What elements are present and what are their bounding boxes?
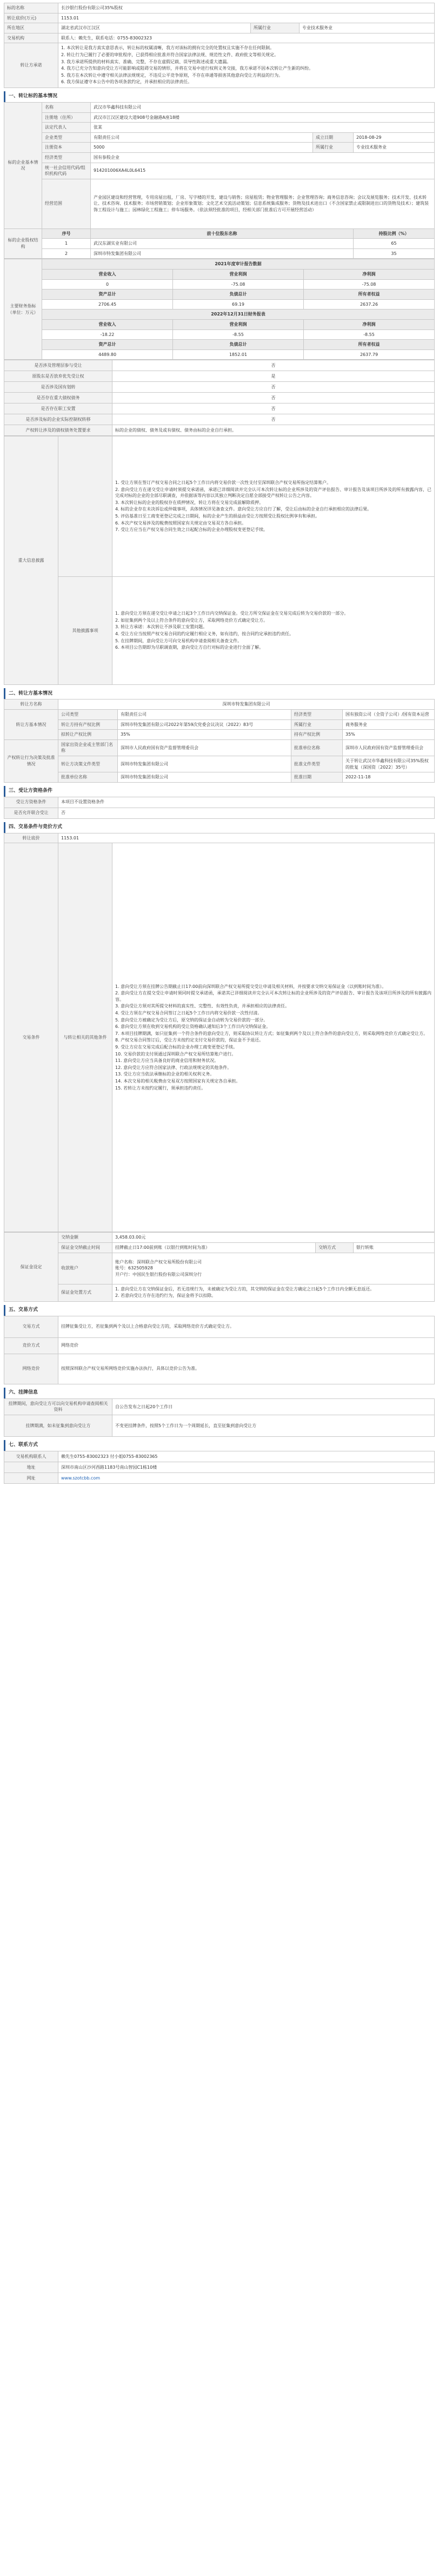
- disclosure-label: 重大信息披露: [4, 436, 58, 685]
- rp-value: 4489.80: [42, 349, 173, 360]
- holders-head: 序号: [42, 228, 91, 239]
- terms-table: [4, 833, 435, 1233]
- row-label: 转让底价: [4, 833, 58, 843]
- legal-rep: 张某: [91, 123, 435, 133]
- rp-title: 2022年12月31日财务报表: [42, 310, 435, 320]
- flag-value: 否: [112, 393, 435, 403]
- commitment-item: 4. 我方已充分告知意向受让方可能影响或阻碍交易的情形，并将在交易中进行权利义务交接，我方承诺不因本次转让产生新的纠纷。: [61, 66, 314, 71]
- disclosure-item: 6. 本次产权交易涉及的税费按照国家有关规定由交易双方各自承担。: [115, 520, 247, 526]
- row-label: 是否允许联合受让: [4, 808, 58, 818]
- row-label: 所属行业: [251, 23, 300, 33]
- fy-title: 2021年度审计报告数据: [42, 259, 435, 270]
- qualification-table: [4, 797, 435, 819]
- holder-no: 1: [42, 239, 91, 249]
- row-value: 深圳市特发集团有限公司: [118, 756, 291, 772]
- row-value: 35%: [343, 730, 435, 740]
- company-address: 武汉市江汉区建设大道908号金融港A座18楼: [91, 112, 435, 123]
- row-label: 批准单位名称: [291, 739, 343, 756]
- rp-head: 所有者权益: [304, 340, 435, 350]
- flag-value: 否: [112, 403, 435, 414]
- flag-value: 否: [112, 382, 435, 393]
- terms-item: 1. 意向受让方须在挂牌公告期截止日17:00前向深圳联合产权交易所提交受让申请及相关材料，并按要求交纳交易保证金（以到账时间为准）。: [115, 984, 387, 989]
- row-label: 注册资本: [42, 143, 91, 153]
- joint-value: 否: [58, 808, 435, 818]
- row-label: 网址: [4, 1472, 58, 1483]
- row-label: 标的名称: [4, 3, 58, 14]
- row-label: 经营范围: [42, 179, 91, 228]
- flag-label: 是否涉及管理层参与受让: [4, 360, 112, 371]
- row-label: 收款账户: [58, 1253, 112, 1284]
- industry-value: 专业技术服务业: [300, 23, 435, 33]
- contact-address: 深圳市南山区沙河西路1183号南山智园C1栋10楼: [58, 1462, 435, 1472]
- row-label: 转让方名称: [4, 700, 58, 710]
- terms-label: 交易条件: [4, 843, 58, 1232]
- disclosure-item: 1. 受让方须在签订产权交易合同之日起5个工作日内将交易价款一次性支付至深圳联合产权交易所指定结算账户。: [115, 480, 331, 486]
- flags-table: [4, 360, 435, 436]
- deposit-deadline: 挂牌截止日17:00前到账（以银行到账时间为准）: [112, 1242, 316, 1253]
- section-title: 六、挂牌信息: [4, 1388, 435, 1398]
- decision-label: 产权转让行为决策及批准情况: [4, 739, 58, 782]
- commitment-item: 6. 我方保证遵守本公告中的各项条款约定，并承担相应的法律责任。: [61, 79, 192, 85]
- row-value: 2022-11-18: [343, 772, 435, 783]
- row-value: 国有独资公司（全资子公司）/国有资本运营: [343, 710, 435, 720]
- terms-item: 10. 交易价款的支付须通过深圳联合产权交易所结算账户进行。: [115, 1051, 236, 1057]
- other-list: [112, 577, 435, 685]
- company-label: 标的企业基本情况: [4, 102, 42, 228]
- section-title: 三、受让方资格条件: [4, 786, 435, 797]
- credit-code: 914201006XA4L0L6415: [91, 163, 435, 179]
- deposit-table: [4, 1232, 435, 1301]
- row-label: 交易机构联系人: [4, 1451, 58, 1462]
- other-item: 5. 在挂牌期间，意向受让方可向交易机构申请查阅相关备查文件。: [115, 638, 242, 643]
- row-label: 所属行业: [291, 719, 343, 730]
- section-title: 一、转让标的基本情况: [4, 91, 435, 102]
- row-label: 保证金交纳截止时间: [58, 1242, 112, 1253]
- company-table: [4, 102, 435, 259]
- terms-item: 5. 意向受让方被确定为受让方后，原交纳的保证金自动转为交易价款的一部分。: [115, 1017, 268, 1023]
- company-industry: 专业技术服务业: [354, 143, 435, 153]
- transferor-name: 深圳市特发集团有限公司: [58, 700, 435, 710]
- terms-sub: 与转让相关的其他条件: [58, 843, 112, 1232]
- other-label: 其他披露事项: [58, 577, 112, 685]
- terms-item: 6. 意向受让方须在收到交易机构的受让资格确认通知后3个工作日内交纳保证金。: [115, 1024, 271, 1030]
- row-value: 深圳市特发集团有限公司: [118, 772, 291, 783]
- capital-value: 5000: [91, 143, 313, 153]
- row-label: 批准文件类型: [291, 756, 343, 772]
- row-label: 交易机构: [4, 33, 58, 43]
- row-value: 深圳市人民政府国有资产监督管理委员会: [343, 739, 435, 756]
- terms-list: [112, 843, 435, 1232]
- row-value: 有限责任公司: [118, 710, 291, 720]
- row-label: 受让方资格条件: [4, 797, 58, 808]
- row-label: 保证金处置方式: [58, 1284, 112, 1301]
- row-label: 公司类型: [58, 710, 118, 720]
- row-label: 批准单位名称: [58, 772, 118, 783]
- debt-value: 标的企业的债权、债务及或有债权、债务由标的企业自行承担。: [112, 425, 435, 436]
- fy-head: 负债总计: [173, 290, 304, 300]
- basic-label: 转让方基本情况: [4, 710, 58, 740]
- commitment-item: 1. 本次转让是我方真实意思表示，转让标的权属清晰，我方对该标的拥有完全的处置权且实施不存在任何限制。: [61, 45, 275, 51]
- row-label: 企业类型: [42, 132, 91, 143]
- fy-head: 营业收入: [42, 270, 173, 280]
- row-label: 地址: [4, 1462, 58, 1472]
- fy-value: 2637.26: [304, 299, 435, 310]
- transferor-table: [4, 699, 435, 782]
- debt-label: 产权转让涉及的债权债务处置要求: [4, 425, 112, 436]
- fy-value: 69.19: [173, 299, 304, 310]
- founded-date: 2018-08-29: [354, 132, 435, 143]
- company-type: 有限责任公司: [91, 132, 313, 143]
- website-link[interactable]: www.szotcbb.com: [58, 1472, 435, 1483]
- rp-value: -8.55: [304, 329, 435, 340]
- rp-value: 2637.79: [304, 349, 435, 360]
- row-label: 所在地区: [4, 23, 58, 33]
- row-label: 所属行业: [313, 143, 354, 153]
- terms-item: 8. 产权交易合同签订后，受让方未按约定支付交易价款的，保证金不予退还。: [115, 1038, 264, 1043]
- deposit-account: 账户名称：深圳联合产权交易所股份有限公司 账号：632505928 开户行：中国民生银行股份有限公司深圳分行: [112, 1253, 435, 1284]
- base-price: 1153.01: [58, 13, 435, 23]
- other-item: 3. 转让方承诺：本次转让不涉及职工安置问题。: [115, 624, 208, 630]
- business-scope: 产业园区建设和经营管理，专用房屋出租，厂房、写字楼的开发、建设与销售；房屋租赁；物业管理服务；企业管理咨询；商务信息咨询；会议及展览服务；技术开发、技术转让、技术咨询、技术服务；市场营销策划；企业形象策划；文化艺术交流活动策划；信息系统集成服务；货物及技术进出口（不含国家禁止或限制进出口的货物及技术）；建筑装饰工程设计与施工；园林绿化工程施工；停车场服务。（依法须经批准的项目，经相关部门批准后方可开展经营活动）: [91, 179, 435, 228]
- trade-table: [4, 1316, 435, 1384]
- section-title: 四、交易条件与竞价方式: [4, 822, 435, 833]
- terms-item: 13. 受让方应当依法承继标的企业的相关权利义务。: [115, 1072, 215, 1077]
- terms-item: 15. 若转让方未按约定履行，须承担违约责任。: [115, 1085, 206, 1091]
- row-label: 转让方决策文件类型: [58, 756, 118, 772]
- row-label: 持有产权比例: [291, 730, 343, 740]
- terms-item: 14. 本次交易的相关税费由交易双方按照国家有关规定各自承担。: [115, 1078, 241, 1084]
- company-name: 武汉市华鑫科技有限公司: [91, 102, 435, 112]
- listing-value: 自公告发布之日起20个工作日: [112, 1398, 435, 1415]
- deposit-rule: 2. 若意向受让方存在违约行为，保证金将予以扣除。: [115, 1293, 216, 1299]
- deposit-rules: [112, 1284, 435, 1301]
- holder-name: 深圳市特发集团有限公司: [91, 248, 354, 259]
- listing-table: [4, 1398, 435, 1437]
- row-label: 统一社会信用代码/组织机构代码: [42, 163, 91, 179]
- contact-value: 联系人：赖先生，联系电话：0755-83002323: [58, 33, 435, 43]
- row-label: 交纳方式: [316, 1242, 354, 1253]
- row-label: 网络竞价: [4, 1354, 58, 1384]
- row-label: 交纳金额: [58, 1233, 112, 1243]
- trade-value: 按照深圳联合产权交易所网络竞价实施办法执行，具体以竞价公告为准。: [58, 1354, 435, 1384]
- row-label: 经济类型: [291, 710, 343, 720]
- commitment-item: 5. 我方在本次转让中遵守相关法律法规规定，不违反公平竞争原则，不存在串通等损害其他意向受让方利益的行为。: [61, 72, 283, 78]
- trade-value: 网络竞价: [58, 1337, 435, 1354]
- fy-head: 资产总计: [42, 290, 173, 300]
- flag-value: 否: [112, 360, 435, 371]
- trade-value: 挂牌征集受让方，若征集到两个及以上合格意向受让方的，采取网络竞价方式确定受让方。: [58, 1316, 435, 1337]
- row-label: 经济类型: [42, 152, 91, 163]
- terms-item: 11. 意向受让方应当具备良好的商业信用和财务状况。: [115, 1058, 219, 1064]
- fy-head: 营业利润: [173, 270, 304, 280]
- disclosure-item: 3. 本次转让标的企业的股权存在质押情况，转让方将在交易完成前解除质押。: [115, 500, 264, 505]
- disclosure-table: [4, 436, 435, 685]
- qualification-value: 本项目不设置资格条件: [58, 797, 435, 808]
- row-label: 名称: [42, 102, 91, 112]
- holder-pct: 65: [354, 239, 435, 249]
- terms-item: 12. 意向受让方应符合国家法律、行政法规规定的其他条件。: [115, 1065, 232, 1070]
- project-name: 长沙银行股份有限公司35%股权: [58, 3, 435, 14]
- fy-value: -75.08: [304, 279, 435, 290]
- rp-head: 资产总计: [42, 340, 173, 350]
- contact-phone: 赖先生0755-83002323 付小姐0755-83002365: [58, 1451, 435, 1462]
- terms-item: 3. 意向受让方须对其所提交材料的真实性、完整性、有效性负责，并承担相应的法律责任。: [115, 1004, 290, 1009]
- rp-value: -18.22: [42, 329, 173, 340]
- rp-head: 净利润: [304, 320, 435, 330]
- row-label: 挂牌期满，如未征集到意向受让方: [4, 1415, 112, 1436]
- commitment-label: 转让方承诺: [4, 43, 58, 88]
- row-label: 注册地（住所）: [42, 112, 91, 123]
- row-value: 深圳市特发集团有限公司2022年第59次党委会议决议（2022）83号: [118, 719, 291, 730]
- location-value: 湖北省武汉市江汉区: [58, 23, 251, 33]
- row-label: 竞价方式: [4, 1337, 58, 1354]
- section-title: 二、转让方基本情况: [4, 688, 435, 699]
- row-label: 成立日期: [313, 132, 354, 143]
- disclosure-item: 7. 受让方应当在产权交易合同生效之日起配合标的企业办理股权变更登记手续。: [115, 527, 268, 533]
- holder-no: 2: [42, 248, 91, 259]
- fy-value: -75.08: [173, 279, 304, 290]
- flag-label: 是否存在职工安置: [4, 403, 112, 414]
- flag-value: 否: [112, 414, 435, 425]
- row-value: 深圳市人民政府国有资产监督管理委员会: [118, 739, 291, 756]
- disclosure-item: 2. 意向受让方在递交受让申请时须提交承诺函，承诺已详细阅读并完全认可本次转让标的企业所涉及的资产评估报告、审计报告及该项目所涉及的所有披露内容，已完成对标的企业的全部尽职调查，并依据该等内容以其独立判断决定自愿全部接受产权转让公告之内容。: [115, 487, 431, 499]
- contact-table: [4, 1451, 435, 1484]
- row-label: 转让底价(万元): [4, 13, 58, 23]
- commitment-item: 3. 我方承诺所提供的材料真实、准确、完整，不存在虚假记载、误导性陈述或重大遗漏。: [61, 59, 231, 64]
- other-item: 2. 如征集到两个及以上符合条件的意向受让方，采取网络竞价方式确定受让方。: [115, 617, 268, 623]
- flag-label: 是否涉及国有划转: [4, 382, 112, 393]
- finance-label: 主要财务指标（单位：万元）: [4, 259, 42, 360]
- deposit-rule: 1. 意向受让方在交纳保证金后，若无违规行为，未被确定为受让方的，其交纳的保证金在受让方确定之日起5个工作日内全额无息返还。: [115, 1286, 375, 1292]
- holders-label: 标的企业股权结构: [4, 228, 42, 259]
- holder-name: 武汉东湖实业有限公司: [91, 239, 354, 249]
- row-value: 关于转让武汉市华鑫科技有限公司35%股权的批复（深国资〔2022〕35号）: [343, 756, 435, 772]
- deposit-method: 银行转账: [354, 1242, 435, 1253]
- holders-head: 持股比例（%）: [354, 228, 435, 239]
- listing-value: 不变更挂牌条件，按照5个工作日为一个周期延长，直至征集到意向受让方: [112, 1415, 435, 1436]
- commitment-list: [58, 43, 435, 88]
- flag-label: 是否存在重大债权债务: [4, 393, 112, 403]
- deposit-amount: 3,458.03.00元: [112, 1233, 435, 1243]
- row-label: 国家出资企业或主管部门名称: [58, 739, 118, 756]
- other-item: 1. 意向受让方须在递交受让申请之日起3个工作日内交纳保证金。受让方所交保证金在交易完成后转为交易价款的一部分。: [115, 611, 349, 616]
- top-table: [4, 3, 435, 88]
- row-value: 商务服务业: [343, 719, 435, 730]
- terms-item: 9. 受让方应在交易完成后配合标的企业办理工商变更登记手续。: [115, 1044, 238, 1050]
- flag-label: 是否涉及标的企业实际控制权转移: [4, 414, 112, 425]
- commitment-item: 2. 转让行为已履行了必要的审批程序，已获得相应批准并符合国家法律法规、规范性文件、政府批文等相关规定。: [61, 52, 279, 57]
- flag-label: 原股东是否放弃优先受让权: [4, 371, 112, 382]
- terms-item: 7. 本项目挂牌期满，如只征集到一个符合条件的意向受让方，则采取协议转让方式；如征集到两个及以上符合条件的意向受让方，则采取网络竞价方式确定受让方。: [115, 1031, 428, 1036]
- finance-table: [4, 259, 435, 360]
- price-value: 1153.01: [58, 833, 435, 843]
- disclosure-item: 4. 标的企业存在未决诉讼或仲裁事项，具体情况详见备查文件。意向受让方应自行了解，受让后由标的企业自行承担相应的法律后果。: [115, 507, 372, 512]
- section-title: 七、联系方式: [4, 1440, 435, 1451]
- economy-type: 国有参股企业: [91, 152, 435, 163]
- rp-head: 负债总计: [173, 340, 304, 350]
- terms-item: 2. 意向受让方在提交受让申请时须同时提交承诺函，承诺其已详细阅读并完全认可本次转让标的企业所涉及的资产评估报告、审计报告及该项目所涉及的所有披露内容。: [115, 991, 431, 1002]
- terms-item: 4. 受让方须在产权交易合同签订之日起5个工作日内将交易价款一次性付清。: [115, 1010, 262, 1015]
- flag-value: 是: [112, 371, 435, 382]
- disclosure-item: 5. 评估基准日至工商变更登记完成之日期间，标的企业产生的损益由受让方按照受让股权比例享有和承担。: [115, 514, 320, 519]
- deposit-label: 保证金设定: [4, 1233, 58, 1301]
- rp-value: 1852.01: [173, 349, 304, 360]
- disclosure-sub: [58, 436, 112, 577]
- row-label: 挂牌期间，意向受让方可以向交易机构申请查阅相关资料: [4, 1398, 112, 1415]
- fy-value: 2706.45: [42, 299, 173, 310]
- rp-value: -8.55: [173, 329, 304, 340]
- fy-head: 净利润: [304, 270, 435, 280]
- other-item: 6. 本项目公告期即为尽职调查期，意向受让方自行对标的企业进行全面了解。: [115, 645, 264, 650]
- row-label: 交易方式: [4, 1316, 58, 1337]
- fy-value: 0: [42, 279, 173, 290]
- holder-pct: 35: [354, 248, 435, 259]
- row-label: 拟转让产权比例: [58, 730, 118, 740]
- rp-head: 营业利润: [173, 320, 304, 330]
- row-value: 35%: [118, 730, 291, 740]
- row-label: 法定代表人: [42, 123, 91, 133]
- row-label: 批准日期: [291, 772, 343, 783]
- other-item: 4. 受让方应当按照产权交易合同的约定履行相应义务，如有违约，按合同约定承担违约责任。: [115, 631, 294, 636]
- rp-head: 营业收入: [42, 320, 173, 330]
- disclosure-list: [112, 436, 435, 577]
- section-title: 五、交易方式: [4, 1305, 435, 1316]
- holders-head: 前十位股东名称: [91, 228, 354, 239]
- row-label: 转让方持有产权比例: [58, 719, 118, 730]
- fy-head: 所有者权益: [304, 290, 435, 300]
